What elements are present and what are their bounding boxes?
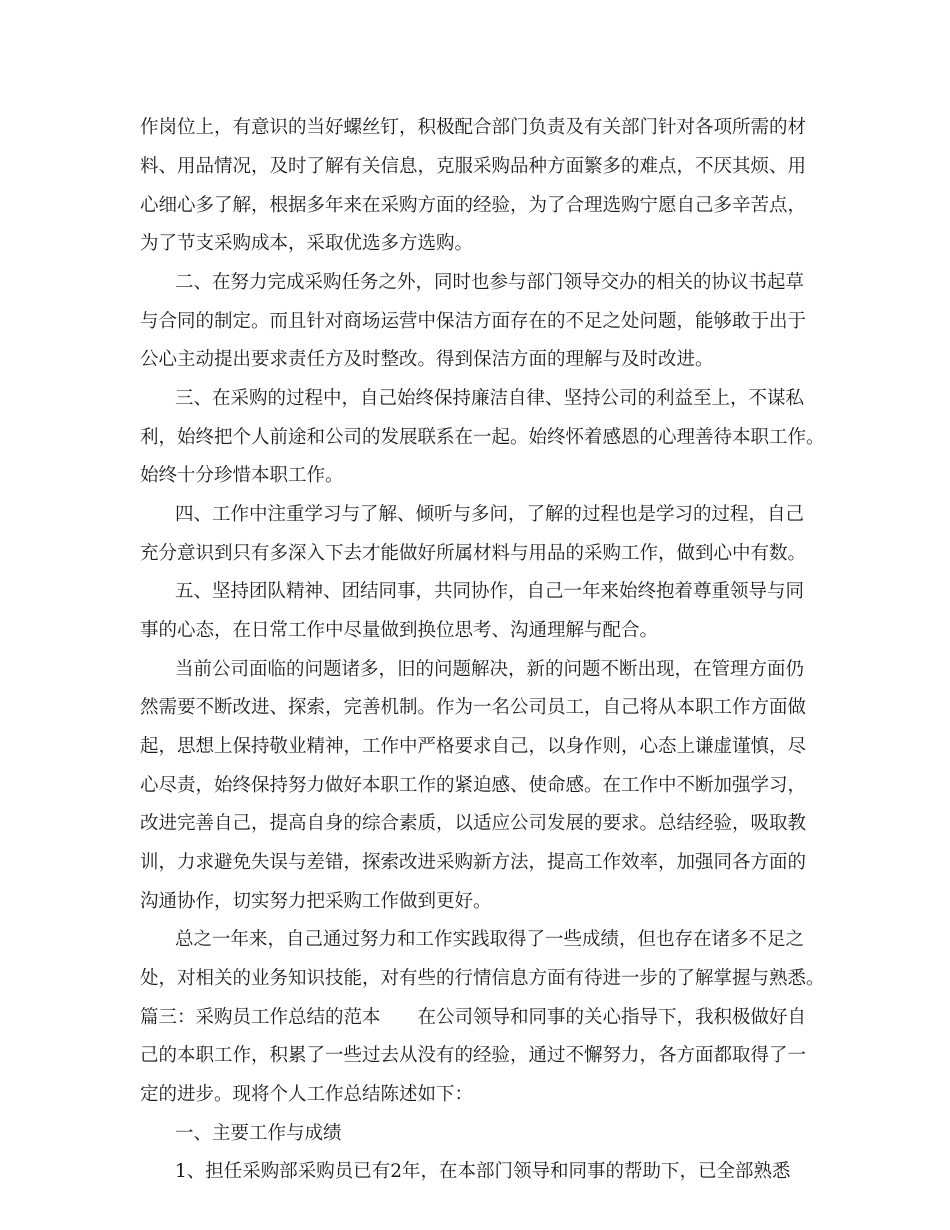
text-line: 作岗位上，有意识的当好螺丝钉，积极配合部门负责及有关部门针对各项所需的材 xyxy=(140,117,807,138)
text-line: 公心主动提出要求责任方及时整改。得到保洁方面的理解与及时改进。 xyxy=(140,349,714,370)
text-line: 1、担任采购部采购员已有2年，在本部门领导和同事的帮助下，已全部熟悉 xyxy=(175,1161,791,1182)
text-line: 己的本职工作，积累了一些过去从没有的经验，通过不懈努力，各方面都取得了一 xyxy=(140,1045,807,1066)
text-line: 料、用品情况，及时了解有关信息，克服采购品种方面繁多的难点，不厌其烦、用 xyxy=(140,156,807,177)
text-line: 改进完善自己，提高自身的综合素质，以适应公司发展的要求。总结经验，吸取教 xyxy=(140,813,807,834)
text-line: 起，思想上保持敬业精神，工作中严格要求自己，以身作则，心态上谦虚谨慎，尽 xyxy=(140,736,807,757)
text-line: 当前公司面临的问题诸多，旧的问题解决，新的问题不断出现，在管理方面仍 xyxy=(175,659,805,680)
text-line: 五、坚持团队精神、团结同事，共同协作，自己一年来始终抱着尊重领导与同 xyxy=(175,581,805,602)
text-line: 充分意识到只有多深入下去才能做好所属材料与用品的采购工作，做到心中有数。 xyxy=(140,543,807,564)
text-line: 定的进步。现将个人工作总结陈述如下： xyxy=(140,1084,474,1105)
text-line: 篇三：采购员工作总结的范本 在公司领导和同事的关心指导下，我积极做好自 xyxy=(140,1007,807,1028)
text-line: 处，对相关的业务知识技能，对有些的行情信息方面有待进一步的了解掌握与熟悉。 xyxy=(140,968,825,989)
text-line: 四、工作中注重学习与了解、倾听与多问，了解的过程也是学习的过程，自己 xyxy=(175,504,805,525)
text-line: 与合同的制定。而且针对商场运营中保洁方面存在的不足之处问题，能够敢于出于 xyxy=(140,311,807,332)
text-line: 一、主要工作与成绩 xyxy=(175,1123,342,1144)
text-line: 总之一年来，自己通过努力和工作实践取得了一些成绩，但也存在诸多不足之 xyxy=(175,929,805,950)
text-line: 训，力求避免失误与差错，探索改进采购新方法，提高工作效率，加强同各方面的 xyxy=(140,852,807,873)
text-line: 利，始终把个人前途和公司的发展联系在一起。始终怀着感恩的心理善待本职工作。 xyxy=(140,427,825,448)
text-line: 沟通协作，切实努力把采购工作做到更好。 xyxy=(140,891,492,912)
text-line: 事的心态，在日常工作中尽量做到换位思考、沟通理解与配合。 xyxy=(140,620,659,641)
text-line: 然需要不断改进、探索，完善机制。作为一名公司员工，自己将从本职工作方面做 xyxy=(140,697,807,718)
text-line: 三、在采购的过程中，自己始终保持廉洁自律、坚持公司的利益至上，不谋私 xyxy=(175,388,805,409)
text-line: 心细心多了解，根据多年来在采购方面的经验，为了合理选购宁愿自己多辛苦点， xyxy=(140,195,807,216)
text-line: 始终十分珍惜本职工作。 xyxy=(140,465,344,486)
text-line: 为了节支采购成本，采取优选多方选购。 xyxy=(140,233,474,254)
text-line: 二、在努力完成采购任务之外，同时也参与部门领导交办的相关的协议书起草 xyxy=(175,272,805,293)
text-line: 心尽责，始终保持努力做好本职工作的紧迫感、使命感。在工作中不断加强学习， xyxy=(140,775,807,796)
